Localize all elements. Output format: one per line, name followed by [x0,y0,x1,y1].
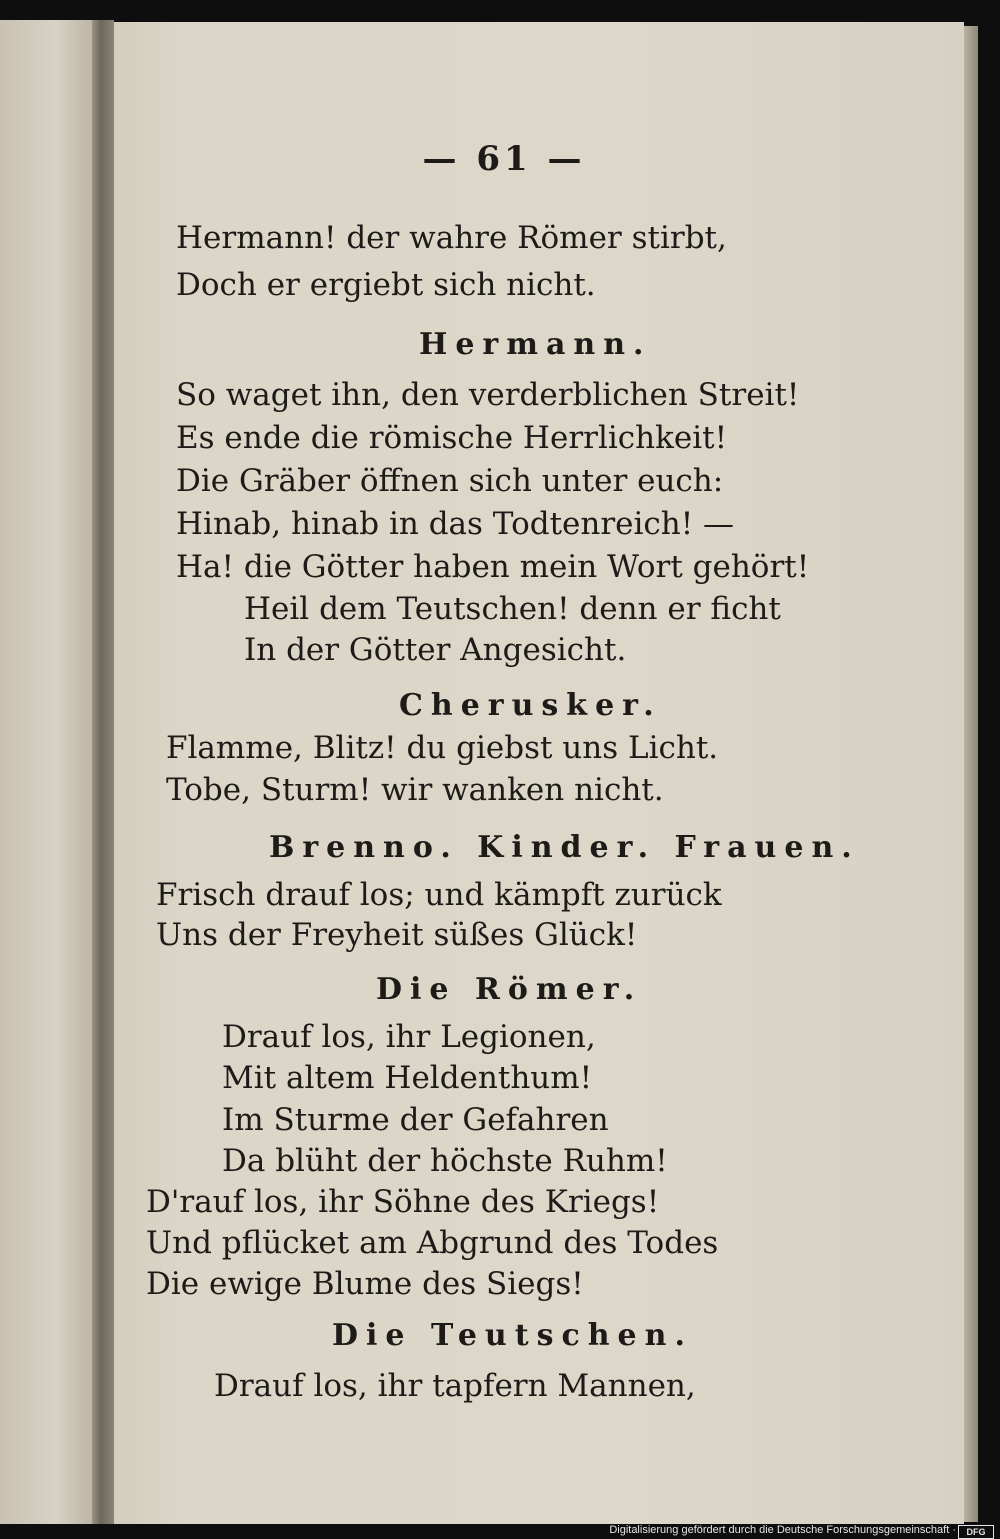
verse-line: Da blüht der höchste Ruhm! [222,1143,668,1179]
speaker-heading: Brenno. Kinder. Frauen. [269,830,860,865]
footer-credit: Digitalisierung gefördert durch die Deutsche Forschungsgemeinschaft · [609,1524,956,1536]
verse-line: Drauf los, ihr tapfern Mannen, [214,1368,696,1404]
speaker-heading: Hermann. [419,327,652,362]
dfg-logo: DFG [958,1525,994,1539]
verse-line: Uns der Freyheit süßes Glück! [156,917,638,953]
verse-line: Tobe, Sturm! wir wanken nicht. [166,772,664,808]
book-gutter [92,20,114,1525]
verse-line: Es ende die römische Herrlichkeit! [176,420,728,456]
page-edge-right [964,26,978,1522]
page-number: — 61 — [422,139,586,179]
verse-line: In der Götter Angesicht. [244,632,627,668]
verse-line: Flamme, Blitz! du giebst uns Licht. [166,730,719,766]
book-page [114,22,964,1524]
verse-line: Frisch drauf los; und kämpft zurück [156,877,722,913]
verse-line: Mit altem Heldenthum! [222,1060,593,1096]
verse-line: Und pflücket am Abgrund des Todes [146,1225,719,1261]
verse-line: So waget ihn, den verderblichen Streit! [176,377,800,413]
speaker-heading: Cherusker. [399,688,662,723]
verse-line: Hermann! der wahre Römer stirbt, [176,220,727,256]
left-page-edge [0,20,92,1525]
verse-line: Im Sturme der Gefahren [222,1102,609,1138]
verse-line: Die ewige Blume des Siegs! [146,1266,584,1302]
page-text [114,22,964,1524]
verse-line: D'rauf los, ihr Söhne des Kriegs! [146,1184,660,1220]
verse-line: Ha! die Götter haben mein Wort gehört! [176,549,810,585]
verse-line: Heil dem Teutschen! denn er ficht [244,591,781,627]
verse-line: Hinab, hinab in das Todtenreich! — [176,506,735,542]
speaker-heading: Die Teutschen. [332,1318,693,1353]
verse-line: Doch er ergiebt sich nicht. [176,267,596,303]
verse-line: Drauf los, ihr Legionen, [222,1019,596,1055]
speaker-heading: Die Römer. [376,972,643,1007]
verse-line: Die Gräber öffnen sich unter euch: [176,463,724,499]
